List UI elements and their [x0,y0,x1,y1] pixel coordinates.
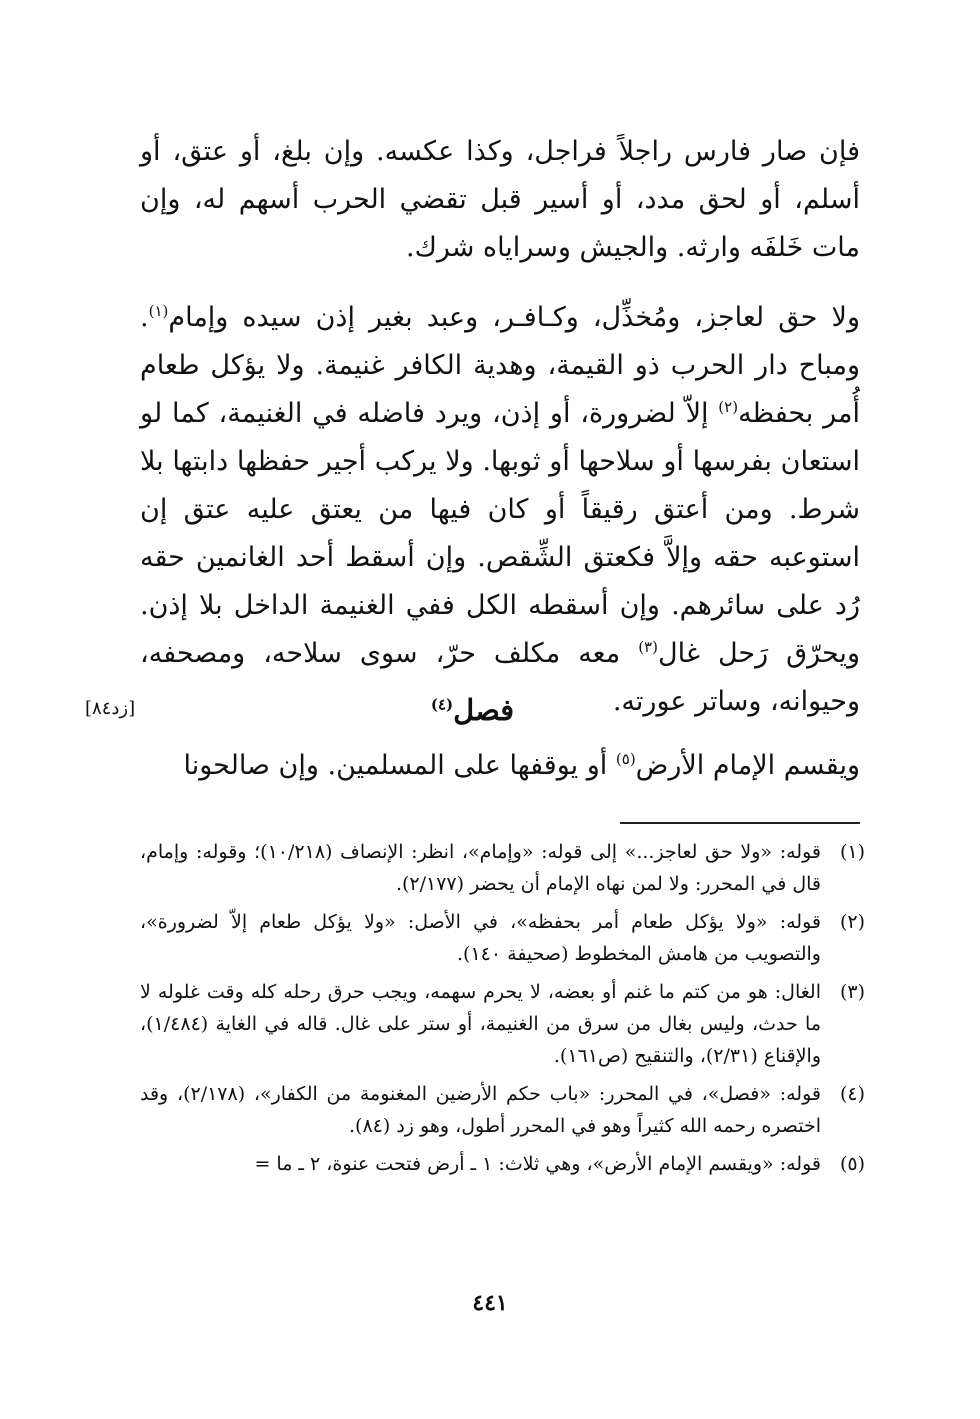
footnote-number: (١) [839,841,865,863]
paragraph [140,294,860,726]
footnote-text: قوله: «ولا حق لعاجز...» إلى قوله: «وإمام»، انظر: الإنصاف (١٠/٢١٨)؛ وقوله: وإمام، قال في المحرر: ولا لمن نهاه الإمام أن يحضر (٢/١٧٧). [140,841,821,895]
page-number: ٤٤١ [472,1290,508,1316]
footnote [140,1078,865,1142]
section-heading-row [85,684,860,736]
footnote-ref-5[interactable]: (٥) [615,750,636,768]
footnote [140,976,865,1072]
paragraph [140,742,860,790]
marginal-reference: [زد٨٤] [85,698,136,719]
main-text [140,128,860,726]
paragraph-text: . ومباح دار الحرب ذو القيمة، وهدية الكافر غنيمة. ولا يؤكل طعام أُمر بحفظه [140,302,860,429]
footnote-number: (٥) [839,1153,865,1175]
paragraph-text: فإن صار فارس راجلاً فراجل، وكذا عكسه. وإن بلغ، أو عتق، أو أسلم، أو لحق مدد، أو أسير قبل تقضي الحرب أسهم له، وإن مات خَلفَه وارثه. والجيش وسراياه شرك. [140,136,860,263]
footnote-text: قوله: «ويقسم الإمام الأرض»، وهي ثلاث: ١ ـ أرض فتحت عنوة، ٢ ـ ما = [254,1153,821,1175]
footnotes [140,836,865,1180]
footnote-text: الغال: هو من كتم ما غنم أو بعضه، لا يحرم سهمه، ويجب حرق رحله كله وقت غلوله لا ما حدث، وليس بغال من سرق من الغنيمة، أو ستر على غال. قاله في الغاية (١/٤٨٤)، والإقناع (٢/٣١)، والتنقيح (ص١٦١). [140,981,821,1067]
footnote-text: قوله: «ولا يؤكل طعام أمر بحفظه»، في الأصل: «ولا يؤكل طعام إلاّ لضرورة»، والتصويب من هامش المخطوط (صحيفة ١٤٠). [140,911,821,965]
footnote-number: (٣) [839,981,865,1003]
paragraph-text: إلاّ لضرورة، أو إذن، ويرد فاضله في الغنيمة، كما لو استعان بفرسها أو سلاحها أو ثوبها. ولا يركب أجير حفظها دابتها بلا شرط. ومن أعتق رقيقاً أو كان فيها من يعتق عليه عتق إن استوعبه حقه وإلاَّ فكعتق الشِّقص. وإن أسقط أحد الغانمين حقه رُد على سائرهم. وإن أسقطه الكل ففي الغنيمة الداخل بلا إذن. ويحرّق رَحل غال [140,398,860,669]
footnote-ref-4[interactable]: (٤) [430,695,454,714]
footnote [140,836,865,900]
paragraph [140,128,860,272]
section-title-text: فصل [453,693,515,727]
paragraph-text: ولا حق لعاجز، ومُخذِّل، وكـافـر، وعبد بغير إذن سيده وإمام [168,302,860,333]
section-title [85,684,860,736]
paragraph-text: ويقسم الإمام الأرض [635,750,860,781]
footnote-number: (٤) [839,1083,865,1105]
footnote-divider [620,822,860,824]
paragraph-text: معه مكلف حرّ، سوى سلاحه، ومصحفه، وحيوانه، وساتر عورته. [140,638,860,717]
footnote-ref-1[interactable]: (١) [148,302,169,320]
footnote-number: (٢) [839,911,865,933]
footnote-text: قوله: «فصل»، في المحرر: «باب حكم الأرضين المغنومة من الكفار»، (٢/١٧٨)، وقد اختصره رحمه الله كثيراً وهو في المحرر أطول، وهو زد (٨٤). [140,1083,821,1137]
footnote-ref-2[interactable]: (٢) [718,398,739,416]
footnote-ref-3[interactable]: (٣) [638,638,658,656]
paragraph-text: أو يوقفها على المسلمين. وإن صالحونا [183,750,616,781]
footnote [140,906,865,970]
footnote [140,1148,865,1180]
